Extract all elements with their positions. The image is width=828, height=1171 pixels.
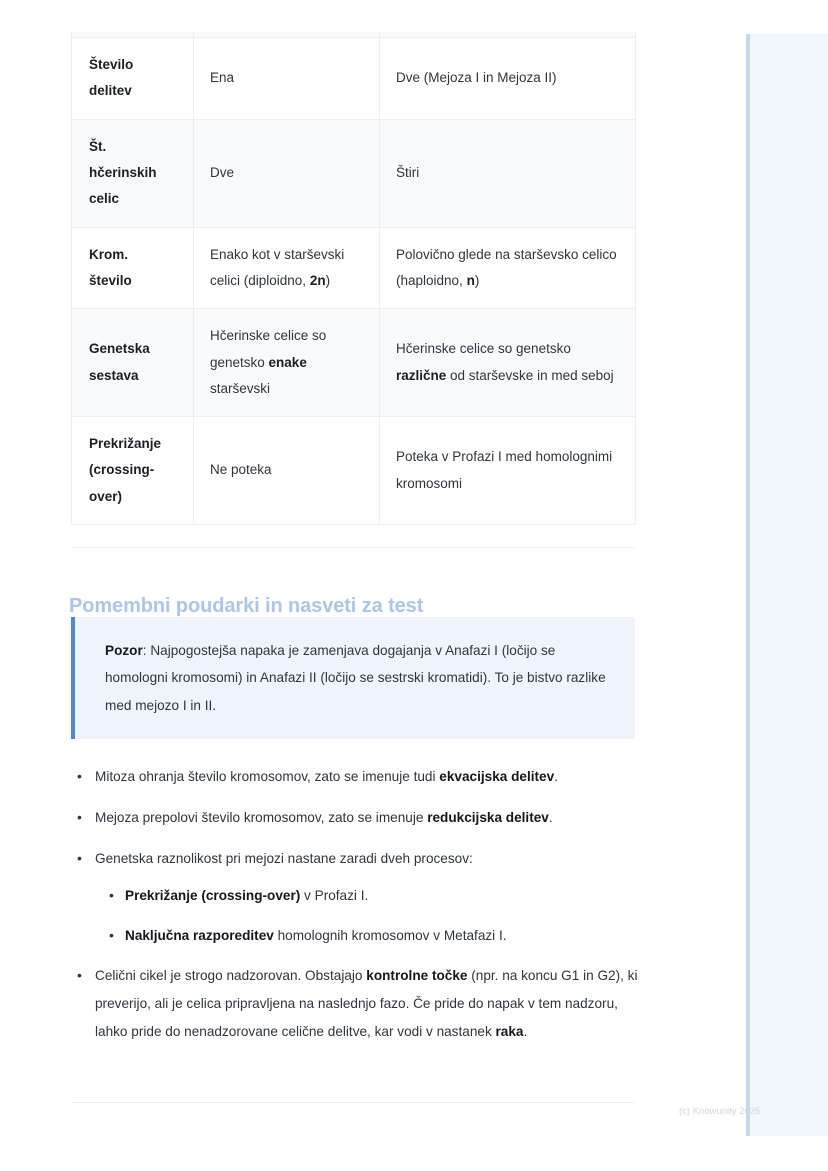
table-cell-meiosis: Hčerinske celice so genetsko različne od starševske in med seboj (380, 309, 636, 417)
rowheader-line: Število (89, 57, 134, 72)
rowheader-line: over) (89, 488, 123, 504)
list-item: • Mitoza ohranja število kromosomov, zato se imenuje tudi ekvacijska delitev. (93, 763, 641, 791)
table-cell-mitosis: Ena (194, 38, 380, 120)
table-cell-meiosis: Dve (Mejoza I in Mejoza II) (380, 38, 636, 120)
list-item: • Celični cikel je strogo nadzorovan. Obstajajo kontrolne točke (npr. na koncu G1 in G2), ki preverijo, ali je celica pripravljena na naslednjo fazo. Če pride do napak v tem nadzoru, lahko pride do nenadzorovane celične delitve, kar vodi v nastanek raka. (93, 962, 641, 1046)
table-rowheader (72, 417, 194, 525)
table-cell-mitosis: Hčerinske celice so genetsko enake starševski (194, 309, 380, 417)
table-rowheader (72, 227, 194, 309)
table-cell-meiosis: Polovično glede na starševsko celico (haploidno, n) (380, 227, 636, 309)
rowheader-line: celic (89, 191, 120, 207)
table-body (72, 32, 636, 525)
rowheader-line: hčerinskih (89, 164, 157, 180)
mitosis-meiosis-comparison-table (71, 32, 636, 525)
table-cell-meiosis: Štiri (380, 119, 636, 227)
warning-callout (71, 617, 635, 739)
table-row (72, 417, 636, 525)
table-cell-meiosis: Poteka v Profazi I med homolognimi kromosomi (380, 417, 636, 525)
list-item: • Genetska raznolikost pri mejozi nastane zaradi dveh procesov: • Prekrižanje (crossing-over) v Profazi I. • Naključna razporeditev homolognih kromosomov v Metafazi I. (93, 845, 641, 949)
list-item-sub: • Prekrižanje (crossing-over) v Profazi I. (125, 882, 641, 909)
table-cell-mitosis: Enako kot v starševski celici (diploidno, 2n) (194, 227, 380, 309)
rowheader-line: Genetska (89, 341, 150, 357)
rowheader-line: Prekrižanje (89, 436, 162, 452)
callout-text: Pozor: Najpogostejša napaka je zamenjava dogajanja v Anafazi I (ločijo se homologni kromosomi) in Anafazi II (ločijo se sestrski kromatidi). To je bistvo razlike med mejozo I in II. (105, 643, 606, 713)
footer-copyright: (c) Knowunity 2025 (679, 1106, 761, 1117)
bullet-list-level2 (95, 882, 641, 949)
section-divider-bottom (71, 1102, 635, 1103)
rowheader-line: število (89, 272, 132, 288)
right-side-rail (746, 34, 828, 1136)
rowheader-line: Krom. (89, 246, 129, 262)
rowheader-line: sestava (89, 367, 139, 383)
table-row (72, 38, 636, 120)
rowheader-line: delitev (89, 83, 132, 99)
comparison-table-wrapper (71, 32, 635, 525)
list-item-sub: • Naključna razporeditev homolognih kromosomov v Metafazi I. (125, 922, 641, 949)
table-row (72, 227, 636, 309)
section-divider-top (71, 547, 635, 548)
table-cell-mitosis: Ne poteka (194, 417, 380, 525)
key-points-list (71, 763, 641, 1059)
table-row (72, 309, 636, 417)
rowheader-line: (crossing- (89, 462, 155, 478)
list-item: • Mejoza prepolovi število kromosomov, zato se imenuje redukcijska delitev. (93, 804, 641, 832)
right-side-rail-edge (746, 34, 750, 1136)
table-cell-mitosis: Dve (194, 119, 380, 227)
table-rowheader (72, 309, 194, 417)
table-rowheader (72, 38, 194, 120)
table-rowheader (72, 119, 194, 227)
table-row (72, 119, 636, 227)
bullet-list-level1 (71, 763, 641, 1046)
page-section-heading: Pomembni poudarki in nasveti za test (69, 594, 424, 617)
rowheader-line: Št. (89, 138, 107, 154)
callout-label: Pozor (105, 643, 143, 658)
